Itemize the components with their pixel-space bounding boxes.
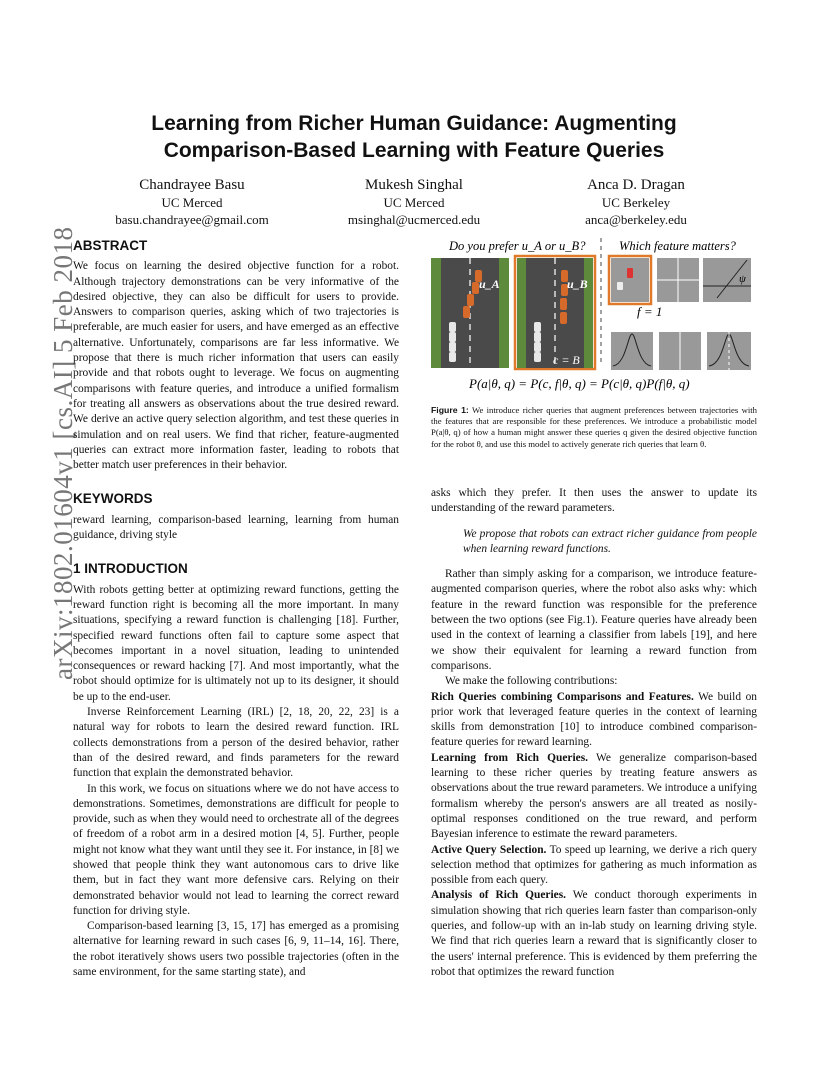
contribution-3 [431, 843, 757, 889]
intro-paragraph: Comparison-based learning [3, 15, 17] has emerged as a promising alternative for learning reward in such cases [6, 9, 11–14, 16]. There, the robot iteratively shows users two possible trajectories (often in the same environment, for the same starting state), and [73, 920, 399, 979]
author-name: Mukesh Singhal [365, 177, 463, 193]
title-line-1: Learning from Richer Human Guidance: Augmenting [151, 112, 677, 135]
intro-paragraph: With robots getting better at optimizing reward functions, getting the reward function right is becoming all the more important. In many situations, specifying a reward function is challenging [18]. Further, specified reward functions often fail to capture some aspect that becomes important in a novel situation, leading to unintended consequences or reward hacking [7]. And most importantly, what the robot should optimize for is ultimately not up to its designer, it should be up to the end-user. [73, 583, 399, 703]
fig-label-psi: ψ [739, 273, 746, 285]
author-affiliation: UC Berkeley [601, 195, 671, 210]
figure-1 [431, 236, 757, 396]
highlight-quote: We propose that robots can extract richer guidance from people when learning reward functions. [463, 527, 757, 555]
contribution-heading: Rich Queries combining Comparisons and Features. [431, 690, 694, 703]
fig-label-c: c = B [553, 353, 580, 367]
contribution-heading: Analysis of Rich Queries. [431, 889, 566, 902]
fig-question-left: Do you prefer u_A or u_B? [449, 239, 586, 253]
contribution-heading: Active Query Selection. [431, 843, 547, 856]
fig-question-right: Which feature matters? [619, 239, 736, 253]
contribution-4 [431, 888, 757, 980]
figure-caption [431, 405, 757, 450]
author-email: msinghal@ucmerced.edu [347, 212, 481, 227]
abstract-heading: ABSTRACT [73, 238, 148, 253]
intro-paragraph: In this work, we focus on situations where we do not have access to demonstrations. Sometimes, demonstrations are difficult for people to provide, such as when they would need to orchestrate all of the degrees of freedom of a robot arm in a desired motion [4, 5]. Further, people might not know what they want until they see it. For instance, in [8] we showed that people think they want autonomous cars to drive like them, but in fact they want more defensive cars. Relying on their demonstrated behavior would not lead to learning the correct reward function for driving style. [73, 782, 399, 917]
road-b-panel [515, 256, 595, 369]
contribution-heading: Learning from Rich Queries. [431, 751, 588, 764]
author-name: Chandrayee Basu [139, 177, 245, 193]
contribution-1 [431, 690, 757, 751]
arxiv-stamp [8, 226, 78, 720]
paper-title [100, 110, 728, 164]
arxiv-id-text: arXiv:1802.01604v1 [cs.AI] 5 Feb 2018 [48, 226, 78, 680]
intro-heading: 1 INTRODUCTION [73, 561, 188, 577]
author-email: basu.chandrayee@gmail.com [115, 212, 269, 227]
right-column [431, 486, 757, 980]
author-affiliation: UC Merced [161, 195, 223, 210]
body-paragraph: We make the following contributions: [445, 675, 618, 688]
caption-label: Figure 1: [431, 405, 469, 415]
author-3 [526, 177, 746, 228]
author-email: anca@berkeley.edu [585, 212, 687, 227]
contribution-text: To speed up learning, we derive a rich query selection method that optimizes for gathering as much information as possible from each query. [431, 843, 757, 887]
intro-paragraph: Inverse Reinforcement Learning (IRL) [2, 18, 20, 22, 23] is a natural way for robots to learn the desired reward function. IRL collects demonstrations from a person of the desired behavior, rather than of the desired reward, and finds parameters for the reward function that explain the demonstrated behavior. [73, 706, 399, 780]
contribution-2 [431, 751, 757, 843]
author-1 [82, 177, 302, 228]
road-a-panel [431, 258, 509, 368]
author-affiliation: UC Merced [383, 195, 445, 210]
contribution-text: We conduct thorough experiments in simulation showing that rich queries learn faster than comparison-only queries, and follow-up with an in-lab study on learning driving style. We find that rich queries learn a reward that is significantly closer to the users' internal preference. This is evidenced by them preferring the robot that optimizes the reward function [431, 889, 757, 978]
fig-label-ua: u_A [479, 277, 500, 291]
keywords-text: reward learning, comparison-based learning, learning from human guidance, driving style [73, 513, 399, 542]
abstract-text: We focus on learning the desired objective function for a robot. Although trajectory demonstrations can be very informative of the desired objective, they can also be difficult for users to provide. Answers to comparison queries, asking which of two trajectories is preferable, are much easier for users, and have emerged as an effective alternative. Unfortunately, comparisons are far less informative. We propose that there is much richer information that users can easily provide and that robots ought to leverage. We focus on augmenting comparisons with feature queries, and introduce a unified formalism for treating all answers as observations about the true desired reward. We derive an active query selection algorithm, and test these queries in simulation and on real users. We find that richer, feature-augmented queries can extract more information faster, leading to robots that better match user preferences in their behavior. [73, 260, 399, 472]
fig-label-f: f = 1 [637, 304, 663, 319]
author-2 [304, 177, 524, 228]
contribution-text: We generalize comparison-based learning to these richer queries by treating feature answers as observations about the true reward parameters. We introduce a unifying formalism whereby the person's answers are all treated as nosily-optimal responses conditioned on the true reward, and perform Bayesian inference to estimate the reward parameters. [431, 751, 757, 841]
caption-text: We introduce richer queries that augment preferences between trajectories with the features that are responsible for these preferences. We introduce a probabilistic model P(a|θ, q) of how a human might answer these queries q given the desired objective function for the robot θ, and use this model to actively generate rich queries that learn θ. [431, 405, 758, 449]
title-line-2: Comparison-Based Learning with Feature Queries [163, 139, 665, 162]
fig-label-ub: u_B [567, 277, 588, 291]
fig-equation: P(a|θ, q) = P(c, f|θ, q) = P(c|θ, q)P(f|θ, q) [469, 376, 690, 391]
feature-panels [609, 256, 751, 370]
author-name: Anca D. Dragan [587, 177, 685, 193]
contribution-text: We build on prior work that leveraged feature queries in the context of learning skills from demonstration [10] to introduce combined comparison-feature queries for reward learning. [431, 690, 757, 749]
body-paragraph: asks which they prefer. It then uses the answer to update its understanding of the reward parameters. [431, 487, 757, 515]
body-paragraph: Rather than simply asking for a comparison, we introduce feature-augmented comparison queries, where the robot also asks why: which feature in the reward function was responsible for the preference between the two options (see Fig.1). Feature queries have already been used in the context of learning a classifier from labels [19], and here we show their equivalent for learning a reward function from comparisons. [431, 568, 757, 672]
keywords-heading: KEYWORDS [73, 491, 153, 507]
left-column [73, 238, 399, 980]
